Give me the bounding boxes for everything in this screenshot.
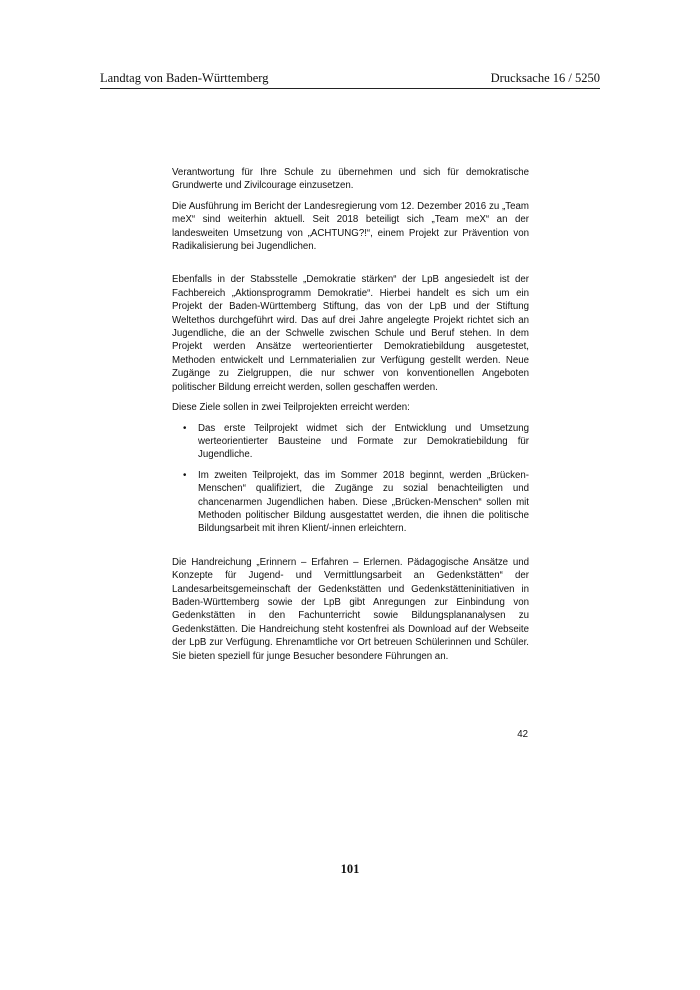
bullet-text: Das erste Teilprojekt widmet sich der Entwicklung und Umsetzung werteorientierter Bausteine und Formate zur Demokratiebildung für Jugendliche. [198, 422, 529, 461]
page-number: 101 [340, 862, 360, 876]
bullet-item [172, 469, 529, 536]
paragraph-5: Die Handreichung „Erinnern – Erfahren – Erlernen. Pädagogische Ansätze und Konzepte für Jugend- und Vermittlungsarbeit an Gedenkstätten“ der Landesarbeitsgemeinschaft der Gedenkstätten und Gedenkstätteninitiativen in Baden-Württemberg sowie der LpB gibt Anregungen zur Einbindung von Gedenkstätten in den Fachunterricht sowie Bildungsplananalysen zu Gedenkstätten. Die Handreichung steht kostenfrei als Download auf der Webseite der LpB zur Verfügung. Ehrenamtliche vor Ort betreuen Schülerinnen und Schüler. Sie bieten speziell für junge Besucher besondere Führungen an. [172, 556, 529, 662]
bullet-icon: • [183, 422, 187, 434]
document-body [172, 166, 529, 670]
header-document-number: Drucksache 16 / 5250 [490, 71, 600, 85]
bullet-text: Im zweiten Teilprojekt, das im Sommer 2018 beginnt, werden „Brücken-Menschen“ qualifiziert, die Zugänge zu sozial benachteiligten und chancenarmen Jugendlichen haben. Diese „Brücken-Menschen“ sollen mit Methoden politischer Bildung ausgestattet werden, die ihnen die politische Bildungsarbeit mit ihren Klient/-innen erleichtern. [198, 469, 529, 535]
bullet-icon: • [183, 469, 187, 481]
header-left-title: Landtag von Baden-Württemberg [100, 71, 269, 85]
paragraph-1: Verantwortung für Ihre Schule zu übernehmen und sich für demokratische Grundwerte und Zivilcourage einzusetzen. [172, 167, 529, 192]
page-header [100, 71, 600, 89]
paragraph-3: Ebenfalls in der Stabsstelle „Demokratie stärken“ der LpB angesiedelt ist der Fachbereich „Aktionsprogramm Demokratie“. Hierbei handelt es sich um ein Projekt der Baden-Württemberg Stiftung, das von der LpB und der Stiftung Weltethos durchgeführt wird. Das auf drei Jahre angelegte Projekt richtet sich an Jugendliche, die an der Schwelle zwischen Schule und Beruf stehen. In dem Projekt werden Ansätze werteorientierter Demokratiebildung ausgetestet, Methoden entwickelt und Lernmaterialien zur Verfügung gestellt werden. Neue Zugänge zu Zielgruppen, die nur schwer von konventionellen Angeboten politischer Bildung erreicht werden, sollen geschaffen werden. [172, 274, 529, 393]
paragraph-2: Die Ausführung im Bericht der Landesregierung vom 12. Dezember 2016 zu „Team meX“ sind weiterhin aktuell. Seit 2018 beteiligt sich „Team meX“ an der landesweiten Umsetzung von „ACHTUNG?!“, einem Projekt zur Prävention von Radikalisierung bei Jugendlichen. [172, 200, 529, 253]
bullet-item [172, 422, 529, 462]
bullet-list [172, 422, 529, 536]
inner-page-number: 42 [517, 729, 528, 740]
paragraph-4: Diese Ziele sollen in zwei Teilprojekten erreicht werden: [172, 402, 410, 414]
